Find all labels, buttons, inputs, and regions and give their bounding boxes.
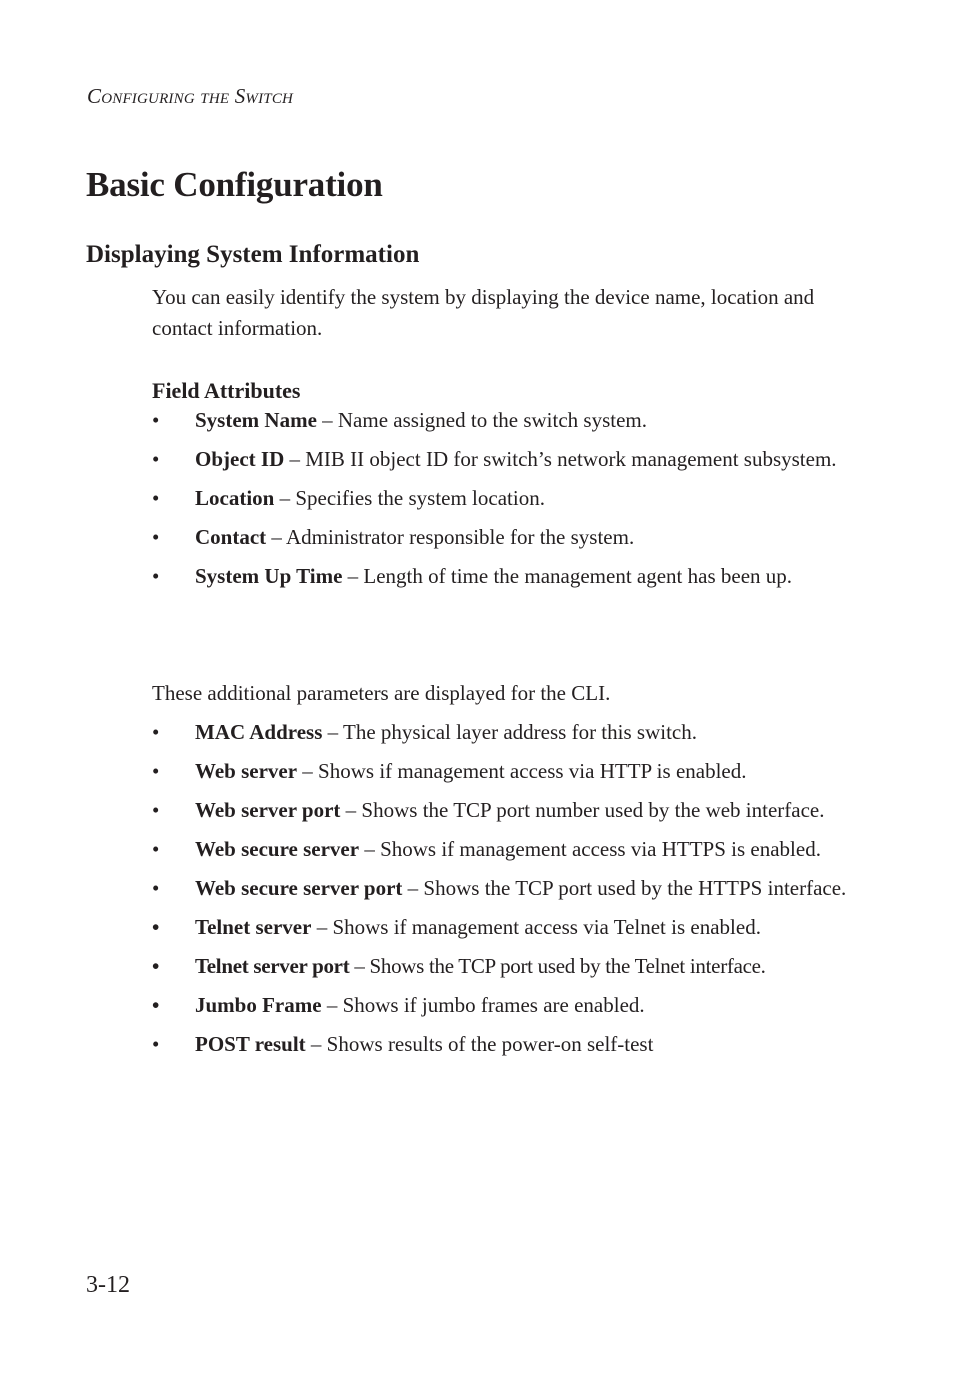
field-desc: – Shows if management access via HTTPS is enabled. [359, 837, 821, 861]
page-number: 3-12 [86, 1272, 130, 1298]
bullet: • [152, 798, 160, 822]
running-head: Configuring the Switch [87, 84, 294, 108]
cli-block [152, 678, 852, 1068]
intro-block [152, 282, 852, 344]
list-item [152, 795, 852, 826]
field-desc: – MIB II object ID for switch’s network management subsystem. [284, 447, 837, 471]
field-list [152, 405, 852, 592]
bullet: • [152, 876, 160, 900]
field-desc: – Shows if jumbo frames are enabled. [321, 993, 645, 1017]
bullet: • [152, 954, 160, 978]
field-term: System Up Time [195, 564, 343, 588]
field-desc: – Shows the TCP port number used by the web interface. [340, 798, 825, 822]
field-desc: – Shows the TCP port used by the HTTPS interface. [402, 876, 847, 900]
bullet: • [152, 525, 160, 549]
bullet: • [152, 720, 160, 744]
field-attributes-block [152, 376, 852, 600]
field-term: Web server port [195, 798, 341, 822]
field-term: POST result [195, 1032, 306, 1056]
cli-intro-paragraph: These additional parameters are displayed for the CLI. [152, 681, 611, 705]
field-desc: – Name assigned to the switch system. [316, 408, 648, 432]
field-term: System Name [195, 408, 317, 432]
field-desc: – Shows if management access via Telnet is enabled. [311, 915, 761, 939]
bullet: • [152, 408, 160, 432]
bullet: • [152, 837, 160, 861]
list-item [152, 756, 852, 787]
list-item [152, 717, 852, 748]
list-item [152, 990, 852, 1021]
list-item [152, 834, 852, 865]
field-term: Web secure server port [195, 876, 403, 900]
bullet: • [152, 759, 160, 783]
bullet: • [152, 447, 160, 471]
field-term: Web server [195, 759, 298, 783]
field-desc: – Shows if management access via HTTP is enabled. [297, 759, 747, 783]
list-item [152, 522, 852, 553]
bullet: • [152, 1032, 160, 1056]
cli-field-list [152, 717, 852, 1060]
list-item [152, 444, 852, 475]
field-term: Web secure server [195, 837, 360, 861]
field-desc: – The physical layer address for this switch. [322, 720, 697, 744]
bullet: • [152, 915, 160, 939]
field-attributes-heading: Field Attributes [152, 378, 301, 403]
bullet: • [152, 993, 160, 1017]
list-item [152, 483, 852, 514]
field-term: Object ID [195, 447, 285, 471]
field-desc: – Shows results of the power-on self-test [305, 1032, 654, 1056]
bullet: • [152, 564, 160, 588]
field-term: MAC Address [195, 720, 323, 744]
field-desc: – Administrator responsible for the system. [266, 525, 635, 549]
list-item [152, 1029, 852, 1060]
field-desc: – Specifies the system location. [274, 486, 545, 510]
list-item [152, 873, 852, 904]
field-term: Location [195, 486, 275, 510]
field-term: Jumbo Frame [195, 993, 322, 1017]
list-item [152, 951, 852, 982]
page-title: Basic Configuration [86, 165, 383, 204]
field-term: Telnet server [195, 915, 312, 939]
field-term: Contact [195, 525, 267, 549]
section-heading: Displaying System Information [86, 241, 420, 268]
bullet: • [152, 486, 160, 510]
intro-paragraph: You can easily identify the system by displaying the device name, location and contact information. [152, 285, 815, 340]
list-item [152, 405, 852, 436]
list-item [152, 912, 852, 943]
field-desc: – Length of time the management agent has been up. [342, 564, 793, 588]
field-desc: – Shows the TCP port used by the Telnet interface. [349, 954, 766, 978]
field-term: Telnet server port [195, 954, 350, 978]
list-item [152, 561, 852, 592]
